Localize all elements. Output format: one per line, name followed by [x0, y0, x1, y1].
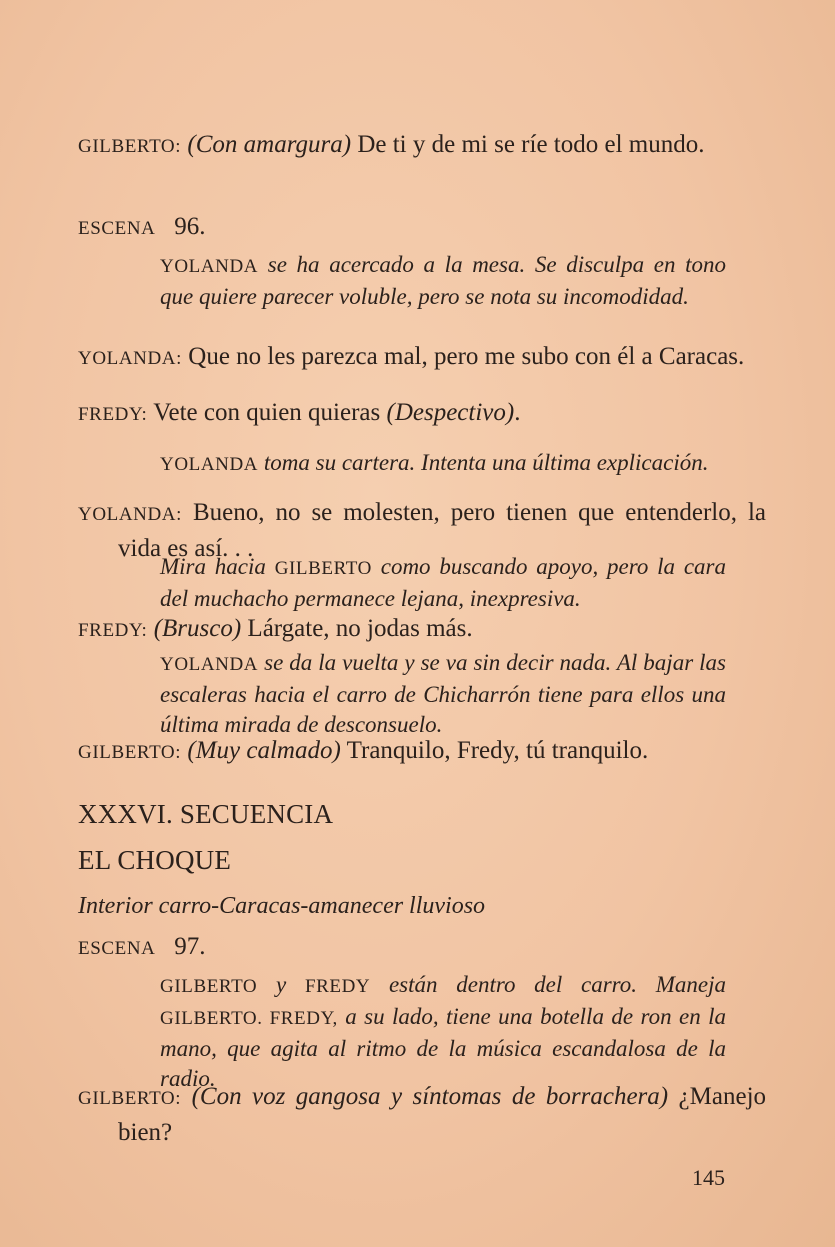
scene-label: ESCENA 97. [78, 933, 206, 960]
stage-direction-block: YOLANDA se da la vuelta y se va sin decir nada. Al bajar las escaleras hacia el carro de Chicharrón tiene para ellos una última mirada de desconsuelo. [160, 650, 726, 737]
dialogue-line [78, 128, 766, 164]
dialogue-text: Que no les parezca mal, pero me subo con él a Caracas. [182, 343, 745, 370]
speaker-name: FREDY: [78, 620, 148, 641]
dialogue-text: Bueno, no se molesten, pero tienen que entenderlo, la vida es así. . . [118, 499, 766, 562]
speaker-name: FREDY: [78, 404, 148, 425]
stage-direction-block: Mira hacia GILBERTO como buscando apoyo, pero la cara del muchacho permanece lejana, inexpresiva. [160, 554, 726, 611]
dialogue-line [78, 340, 766, 376]
page-number: 145 [692, 1165, 725, 1190]
speaker-name: YOLANDA: [78, 504, 183, 525]
stage-direction-block: YOLANDA se ha acercado a la mesa. Se disculpa en tono que quiere parecer voluble, pero se nota su incomodidad. [160, 252, 726, 309]
speaker-name: GILBERTO: [78, 136, 182, 157]
speaker-name: YOLANDA: [78, 348, 183, 369]
speaker-name: GILBERTO: [78, 1088, 182, 1109]
stage-direction: (Con amargura) [187, 131, 352, 158]
setting-line: Interior carro-Caracas-amanecer lluvioso [78, 893, 486, 919]
dialogue-line: FREDY: (Brusco) Lárgate, no jodas más. [78, 615, 473, 642]
dialogue-line: FREDY: Vete con quien quieras (Despectivo). [78, 399, 521, 426]
dialogue-text: De ti y de mi se ríe todo el mundo. [351, 131, 705, 158]
section-title: EL CHOQUE [78, 845, 232, 875]
dialogue-line: GILBERTO: (Muy calmado) Tranquilo, Fredy, tú tranquilo. [78, 737, 649, 764]
scene-label: ESCENA 96. [78, 213, 206, 240]
stage-direction-block: YOLANDA toma su cartera. Intenta una última explicación. [160, 450, 709, 475]
sequence-heading: XXXVI. SECUENCIA [78, 799, 334, 829]
stage-direction-block: GILBERTO y FREDY están dentro del carro. Maneja GILBERTO. FREDY, a su lado, tiene una botella de ron en la mano, que agita al ritmo de la música escandalosa de la radio. [160, 972, 727, 1091]
speaker-name: GILBERTO: [78, 742, 182, 763]
dialogue-line: GILBERTO: (Con voz gangosa y síntomas de borrachera) ¿Manejo bien? [78, 1083, 767, 1146]
